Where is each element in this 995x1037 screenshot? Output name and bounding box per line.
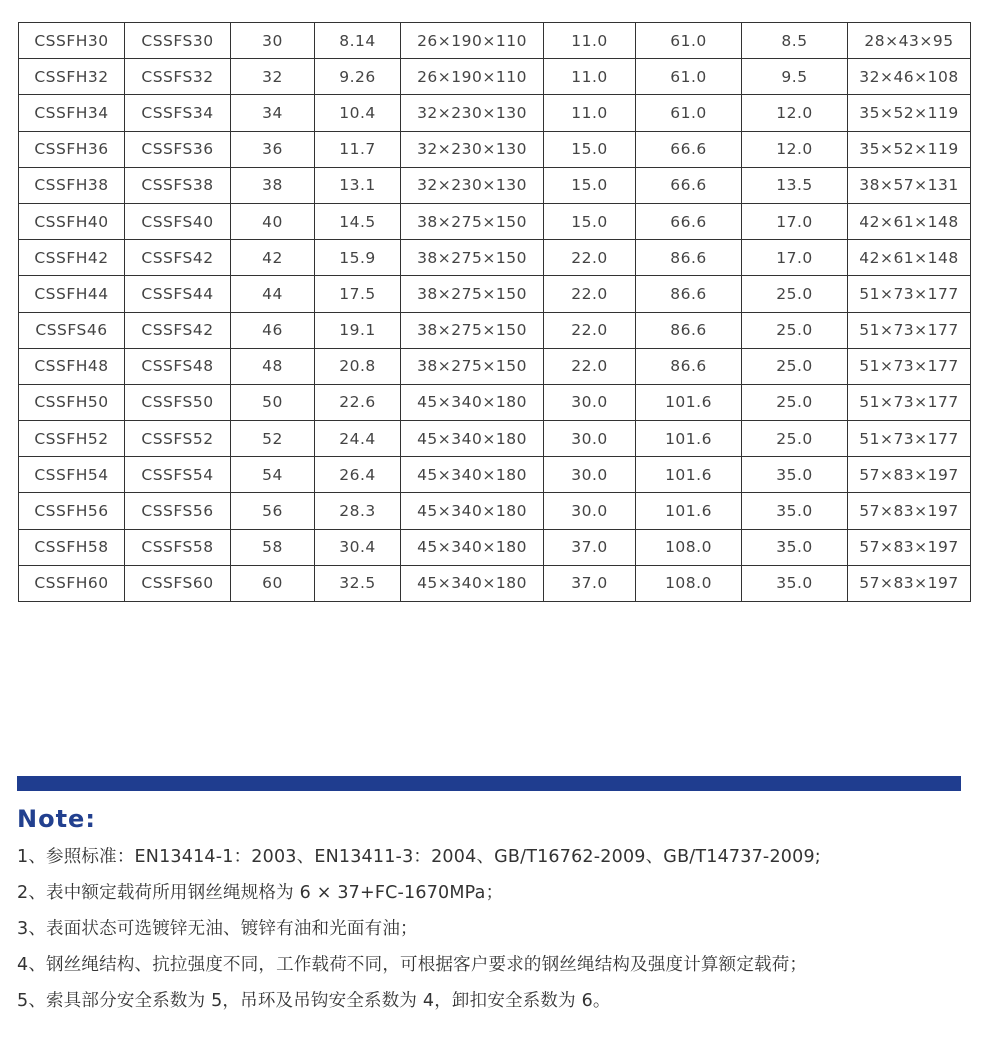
table-cell: 108.0: [636, 529, 742, 565]
table-cell: 66.6: [636, 131, 742, 167]
table-cell: 66.6: [636, 203, 742, 239]
table-cell: 45×340×180: [401, 457, 544, 493]
table-cell: CSSFH36: [19, 131, 125, 167]
table-row: [19, 565, 971, 601]
table-cell: 19.1: [315, 312, 401, 348]
table-cell: 9.26: [315, 59, 401, 95]
note-item-5: 5、索具部分安全系数为 5，吊环及吊钩安全系数为 4，卸扣安全系数为 6。: [17, 991, 611, 1011]
table-cell: 15.9: [315, 240, 401, 276]
table-cell: 101.6: [636, 493, 742, 529]
table-cell: 26×190×110: [401, 59, 544, 95]
table-row: [19, 240, 971, 276]
table-cell: 108.0: [636, 565, 742, 601]
table-row: [19, 421, 971, 457]
table-row: [19, 493, 971, 529]
table-cell: 30.0: [544, 421, 636, 457]
table-cell: 57×83×197: [848, 565, 971, 601]
table-cell: CSSFS42: [125, 312, 231, 348]
table-cell: 51×73×177: [848, 312, 971, 348]
table-cell: 25.0: [742, 384, 848, 420]
table-cell: CSSFS30: [125, 23, 231, 59]
table-cell: CSSFS36: [125, 131, 231, 167]
table-cell: 11.0: [544, 95, 636, 131]
table-row: [19, 384, 971, 420]
table-cell: 22.0: [544, 276, 636, 312]
table-cell: 86.6: [636, 348, 742, 384]
table-cell: 86.6: [636, 276, 742, 312]
table-cell: CSSFS50: [125, 384, 231, 420]
table-cell: 30.0: [544, 457, 636, 493]
table-cell: 86.6: [636, 240, 742, 276]
table-cell: CSSFH44: [19, 276, 125, 312]
table-cell: CSSFS32: [125, 59, 231, 95]
table-cell: 28×43×95: [848, 23, 971, 59]
table-cell: 45×340×180: [401, 493, 544, 529]
table-cell: 14.5: [315, 203, 401, 239]
table-cell: 22.0: [544, 348, 636, 384]
table-cell: 86.6: [636, 312, 742, 348]
table-cell: 45×340×180: [401, 384, 544, 420]
table-cell: 101.6: [636, 421, 742, 457]
table-cell: CSSFS40: [125, 203, 231, 239]
table-cell: 32×230×130: [401, 95, 544, 131]
table-cell: 30.0: [544, 493, 636, 529]
section-divider-band: [17, 776, 961, 791]
table-cell: 50: [231, 384, 315, 420]
table-cell: 36: [231, 131, 315, 167]
table-cell: CSSFS52: [125, 421, 231, 457]
table-cell: CSSFH48: [19, 348, 125, 384]
table-cell: 61.0: [636, 59, 742, 95]
table-cell: 51×73×177: [848, 348, 971, 384]
table-cell: 25.0: [742, 276, 848, 312]
table-cell: 25.0: [742, 421, 848, 457]
table-cell: 32.5: [315, 565, 401, 601]
table-cell: 44: [231, 276, 315, 312]
table-cell: 38×275×150: [401, 348, 544, 384]
table-cell: 40: [231, 203, 315, 239]
note-item-4: 4、钢丝绳结构、抗拉强度不同，工作载荷不同，可根据客户要求的钢丝绳结构及强度计算额定载荷；: [17, 955, 808, 975]
table-cell: 35.0: [742, 565, 848, 601]
table-cell: 35.0: [742, 457, 848, 493]
table-cell: 57×83×197: [848, 529, 971, 565]
table-cell: 15.0: [544, 167, 636, 203]
table-cell: CSSFH56: [19, 493, 125, 529]
table-cell: 35.0: [742, 493, 848, 529]
table-cell: 17.0: [742, 203, 848, 239]
table-cell: 66.6: [636, 167, 742, 203]
table-cell: 58: [231, 529, 315, 565]
table-cell: 30: [231, 23, 315, 59]
table-cell: 24.4: [315, 421, 401, 457]
table-cell: 35×52×119: [848, 95, 971, 131]
table-cell: 42×61×148: [848, 203, 971, 239]
table-cell: 28.3: [315, 493, 401, 529]
table-cell: CSSFH38: [19, 167, 125, 203]
table-cell: CSSFH32: [19, 59, 125, 95]
table-row: [19, 131, 971, 167]
table-cell: CSSFS44: [125, 276, 231, 312]
table-cell: CSSFS48: [125, 348, 231, 384]
table-cell: 30.0: [544, 384, 636, 420]
table-cell: 57×83×197: [848, 457, 971, 493]
table-cell: 20.8: [315, 348, 401, 384]
table-cell: 17.5: [315, 276, 401, 312]
table-cell: 101.6: [636, 457, 742, 493]
table-cell: 42: [231, 240, 315, 276]
table-cell: 52: [231, 421, 315, 457]
table-cell: 48: [231, 348, 315, 384]
table-cell: 42×61×148: [848, 240, 971, 276]
table-cell: 22.0: [544, 240, 636, 276]
table-cell: 37.0: [544, 565, 636, 601]
table-cell: CSSFS46: [19, 312, 125, 348]
table-cell: 26.4: [315, 457, 401, 493]
table-cell: 45×340×180: [401, 421, 544, 457]
table-cell: CSSFH50: [19, 384, 125, 420]
table-cell: 101.6: [636, 384, 742, 420]
table-cell: 37.0: [544, 529, 636, 565]
table-row: [19, 312, 971, 348]
table-cell: 34: [231, 95, 315, 131]
table-cell: 32×230×130: [401, 131, 544, 167]
table-cell: CSSFS54: [125, 457, 231, 493]
table-row: [19, 59, 971, 95]
table-cell: 32: [231, 59, 315, 95]
table-cell: 32×46×108: [848, 59, 971, 95]
table-cell: CSSFH52: [19, 421, 125, 457]
table-cell: 26×190×110: [401, 23, 544, 59]
table-cell: 38×275×150: [401, 240, 544, 276]
table-cell: CSSFS34: [125, 95, 231, 131]
table-cell: 9.5: [742, 59, 848, 95]
table-cell: 35.0: [742, 529, 848, 565]
table-cell: 8.14: [315, 23, 401, 59]
table-row: [19, 95, 971, 131]
table-cell: 32×230×130: [401, 167, 544, 203]
table-cell: 15.0: [544, 203, 636, 239]
table-cell: 60: [231, 565, 315, 601]
table-cell: 12.0: [742, 95, 848, 131]
table-row: [19, 348, 971, 384]
table-cell: 25.0: [742, 348, 848, 384]
table-cell: 38: [231, 167, 315, 203]
table-cell: 51×73×177: [848, 421, 971, 457]
table-cell: 61.0: [636, 23, 742, 59]
table-cell: CSSFS56: [125, 493, 231, 529]
table-cell: 45×340×180: [401, 565, 544, 601]
note-item-2: 2、表中额定载荷所用钢丝绳规格为 6 × 37+FC-1670MPa；: [17, 883, 504, 903]
table-cell: 8.5: [742, 23, 848, 59]
table-cell: CSSFS42: [125, 240, 231, 276]
table-row: [19, 529, 971, 565]
table-cell: 22.0: [544, 312, 636, 348]
table-cell: 45×340×180: [401, 529, 544, 565]
table-cell: CSSFH54: [19, 457, 125, 493]
table-cell: CSSFH60: [19, 565, 125, 601]
table-cell: 25.0: [742, 312, 848, 348]
table-cell: 13.1: [315, 167, 401, 203]
table-cell: CSSFS38: [125, 167, 231, 203]
table-cell: 13.5: [742, 167, 848, 203]
table-cell: 35×52×119: [848, 131, 971, 167]
table-cell: 51×73×177: [848, 276, 971, 312]
table-cell: 46: [231, 312, 315, 348]
table-cell: 51×73×177: [848, 384, 971, 420]
table-cell: CSSFH34: [19, 95, 125, 131]
table-cell: CSSFH42: [19, 240, 125, 276]
table-cell: 30.4: [315, 529, 401, 565]
table-cell: 11.0: [544, 59, 636, 95]
table-cell: CSSFH58: [19, 529, 125, 565]
table-cell: 61.0: [636, 95, 742, 131]
note-title: Note:: [17, 805, 96, 833]
table-cell: 56: [231, 493, 315, 529]
table-cell: 11.0: [544, 23, 636, 59]
note-item-1: 1、参照标准：EN13414-1：2003、EN13411-3：2004、GB/T16762-2009、GB/T14737-2009;: [17, 847, 821, 867]
table-cell: 22.6: [315, 384, 401, 420]
table-cell: 57×83×197: [848, 493, 971, 529]
table-cell: 38×57×131: [848, 167, 971, 203]
table-row: [19, 23, 971, 59]
table-cell: CSSFS60: [125, 565, 231, 601]
spec-table: [18, 22, 971, 602]
table-row: [19, 276, 971, 312]
table-cell: CSSFH40: [19, 203, 125, 239]
table-cell: 38×275×150: [401, 203, 544, 239]
table-cell: 10.4: [315, 95, 401, 131]
table-cell: 17.0: [742, 240, 848, 276]
table-cell: CSSFS58: [125, 529, 231, 565]
table-row: [19, 203, 971, 239]
table-cell: 12.0: [742, 131, 848, 167]
table-body: [19, 23, 971, 602]
table-row: [19, 457, 971, 493]
table-cell: 15.0: [544, 131, 636, 167]
table-cell: 38×275×150: [401, 276, 544, 312]
table-row: [19, 167, 971, 203]
table-cell: 38×275×150: [401, 312, 544, 348]
table-cell: CSSFH30: [19, 23, 125, 59]
table-cell: 54: [231, 457, 315, 493]
table-cell: 11.7: [315, 131, 401, 167]
note-item-3: 3、表面状态可选镀锌无油、镀锌有油和光面有油；: [17, 919, 418, 939]
